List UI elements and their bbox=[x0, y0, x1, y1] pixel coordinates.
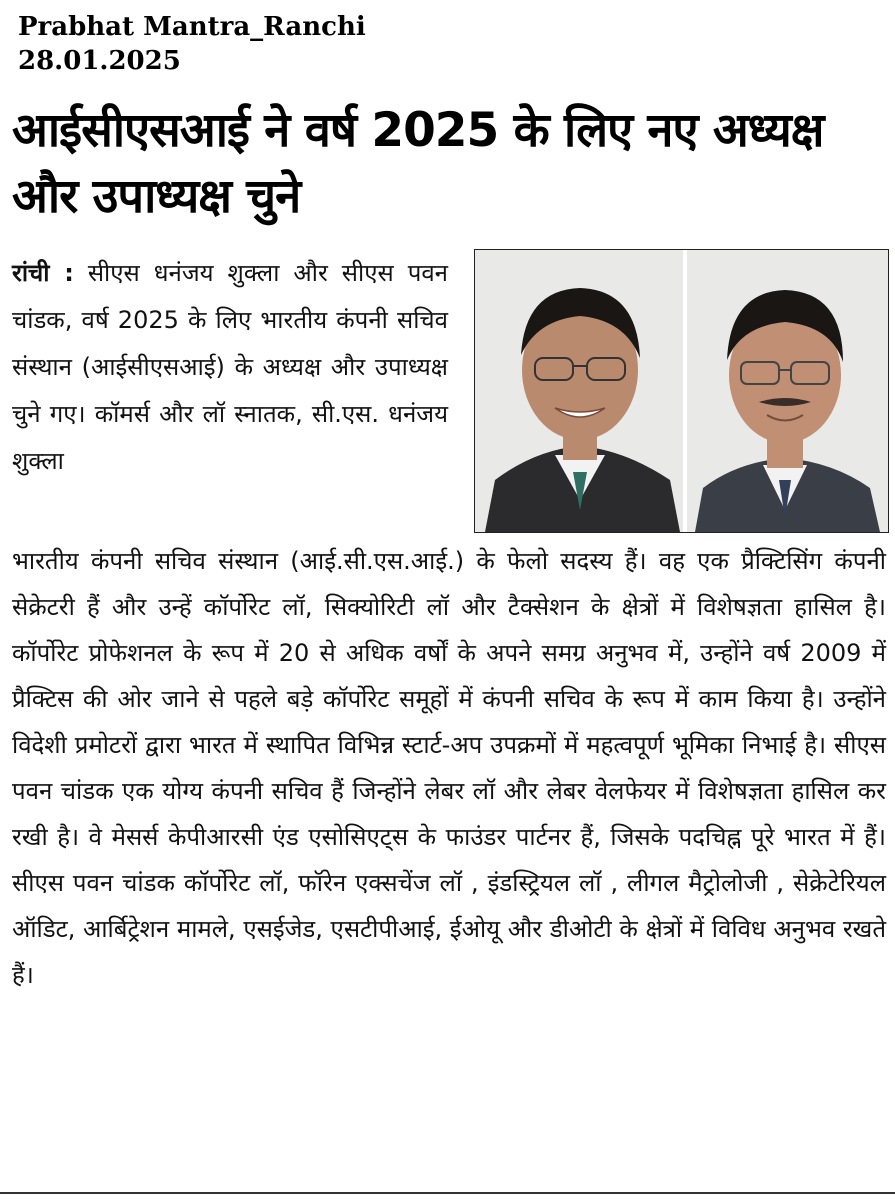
publication-name: Prabhat Mantra_Ranchi bbox=[18, 12, 366, 42]
officials-photo-illustration bbox=[475, 250, 888, 532]
headline: आईसीएसआई ने वर्ष 2025 के लिए नए अध्यक्ष और उपाध्यक्ष चुने bbox=[12, 103, 824, 224]
publication-date: 28.01.2025 bbox=[18, 46, 181, 76]
article-lead-column bbox=[12, 250, 448, 485]
lead-text: सीएस धनंजय शुक्ला और सीएस पवन चांडक, वर्ष 2025 के लिए भारतीय कंपनी सचिव संस्थान (आईसीएसआई) के अध्यक्ष और उपाध्यक्ष चुने गए। कॉमर्स और लॉ स्नातक, सी.एस. धनंजय शुक्ला bbox=[12, 259, 448, 475]
dateline: रांची : bbox=[12, 259, 74, 287]
article-body bbox=[12, 538, 886, 998]
bottom-divider bbox=[0, 1192, 895, 1194]
publication-source bbox=[18, 10, 366, 78]
body-paragraph: भारतीय कंपनी सचिव संस्थान (आई.सी.एस.आई.) के फेलो सदस्य हैं। वह एक प्रैक्टिसिंग कंपनी सेक्रेटरी हैं और उन्हें कॉर्पोरेट लॉ, सिक्योरिटी लॉ और टैक्सेशन के क्षेत्रों में विशेषज्ञता हासिल है। कॉर्पोरेट प्रोफेशनल के रूप में 20 से अधिक वर्षों के अपने समग्र अनुभव में, उन्होंने वर्ष 2009 में प्रैक्टिस की ओर जाने से पहले बड़े कॉर्पोरेट समूहों में कंपनी सचिव के रूप में काम किया है। उन्होंने विदेशी प्रमोटरों द्वारा भारत में स्थापित विभिन्न स्टार्ट-अप उपक्रमों में महत्वपूर्ण भूमिका निभाई है। सीएस पवन चांडक एक योग्य कंपनी सचिव हैं जिन्होंने लेबर लॉ और लेबर वेलफेयर में विशेषज्ञता हासिल कर रखी है। वे मेसर्स केपीआरसी एंड एसोसिएट्स के फाउंडर पार्टनर हैं, जिसके पदचिह्न पूरे भारत में हैं। सीएस पवन चांडक कॉर्पोरेट लॉ, फॉरेन एक्सचेंज लॉ , इंडस्ट्रियल लॉ , लीगल मैट्रोलोजी , सेक्रेटेरियल ऑडिट, आर्बिट्रेशन मामले, एसईजेड, एसटीपीआई, ईओयू और डीओटी के क्षेत्रों में विविध अनुभव रखते हैं। bbox=[12, 547, 886, 989]
officials-photo bbox=[474, 249, 889, 533]
